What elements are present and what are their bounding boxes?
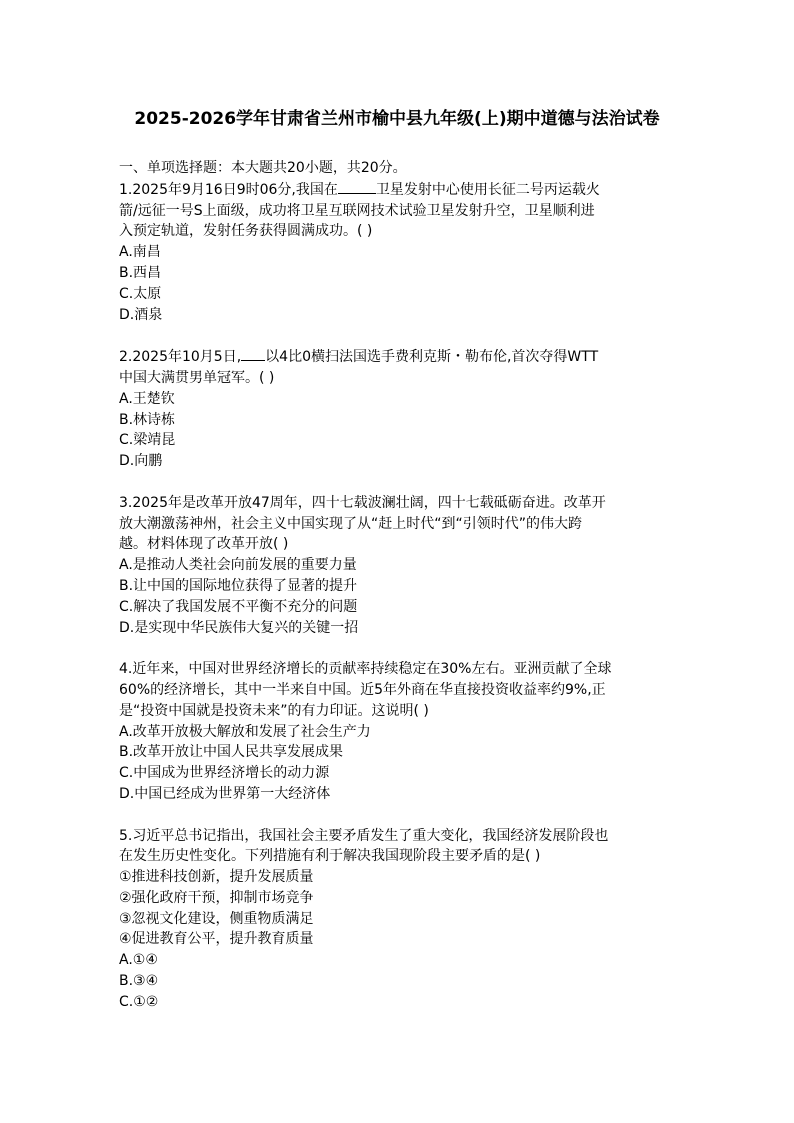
question-stem-line: 入预定轨道，发射任务获得圆满成功。( ) [119,223,373,240]
question-stem-line: 中国大满贯男单冠军。( ) [119,369,275,386]
option-a: A.①④ [119,952,158,969]
option-d: D.中国已经成为世界第一大经济体 [119,785,331,802]
option-a: A.是推动人类社会向前发展的重要力量 [119,557,357,574]
question-3 [119,493,679,639]
statement-2: ②强化政府干预，抑制市场竞争 [119,889,314,906]
question-stem-line: 是“投资中国就是投资未来”的有力印证。这说明( ) [119,702,429,719]
option-a: A.改革开放极大解放和发展了社会生产力 [119,723,371,740]
question-stem-line: 4.近年来，中国对世界经济增长的贡献率持续稳定在30%左右。亚洲贡献了全球 [119,661,612,678]
exam-content [119,158,679,1033]
option-a: A.王楚钦 [119,390,175,407]
question-stem-line: 60%的经济增长，其中一半来自中国。近5年外商在华直接投资收益率约9%,正 [119,681,606,698]
statement-4: ④促进教育公平，提升教育质量 [119,931,314,948]
question-stem-line: 放大潮激荡神州，社会主义中国实现了从“赶上时代“到“引领时代”的伟大跨 [119,515,583,532]
option-b: B.③④ [119,973,159,990]
option-b: B.改革开放让中国人民共享发展成果 [119,744,344,761]
question-stem-line: 箭/远征一号S上面级，成功将卫星互联网技术试验卫星发射升空，卫星顺利进 [119,202,595,219]
option-a: A.南昌 [119,244,161,261]
option-c: C.中国成为世界经济增长的动力源 [119,765,330,782]
option-d: D.酒泉 [119,306,163,323]
question-stem-line: 2.2025年10月5日, 以4比0横扫法国选手费利克斯・勒布伦,首次夺得WTT [119,346,679,368]
statement-3: ③忽视文化建设，侧重物质满足 [119,910,314,927]
statement-1: ①推进科技创新，提升发展质量 [119,869,314,886]
option-c: C.梁靖昆 [119,432,176,449]
option-d: D.是实现中华民族伟大复兴的关键一招 [119,619,359,636]
option-c: C.解决了我国发展不平衡不充分的问题 [119,598,358,615]
option-b: B.林诗栋 [119,411,176,428]
question-stem-line: 1.2025年9月16日9时06分,我国在 卫星发射中心使用长征二号丙运载火 [119,179,679,201]
question-2 [119,346,679,472]
answer-blank [338,179,376,194]
question-1 [119,179,679,326]
section-heading: 一、单项选择题：本大题共20小题，共20分。 [119,160,407,176]
question-stem-line: 在发生历史性变化。下列措施有利于解决我国现阶段主要矛盾的是( ) [119,848,541,865]
question-5 [119,826,679,1013]
question-4 [119,659,679,805]
option-b: B.让中国的国际地位获得了显著的提升 [119,577,358,594]
option-c: C.太原 [119,285,162,302]
option-b: B.西昌 [119,264,162,281]
exam-title: 2025-2026学年甘肃省兰州市榆中县九年级(上)期中道德与法治试卷 [134,109,660,129]
question-stem-line: 3.2025年是改革开放47周年，四十七载波澜壮阔，四十七载砥砺奋进。改革开 [119,494,606,511]
option-c: C.①② [119,993,159,1010]
answer-blank [241,346,265,361]
option-d: D.向鹏 [119,453,163,470]
question-stem-line: 5.习近平总书记指出，我国社会主要矛盾发生了重大变化，我国经济发展阶段也 [119,827,609,844]
question-stem-line: 越。材料体现了改革开放( ) [119,536,289,553]
